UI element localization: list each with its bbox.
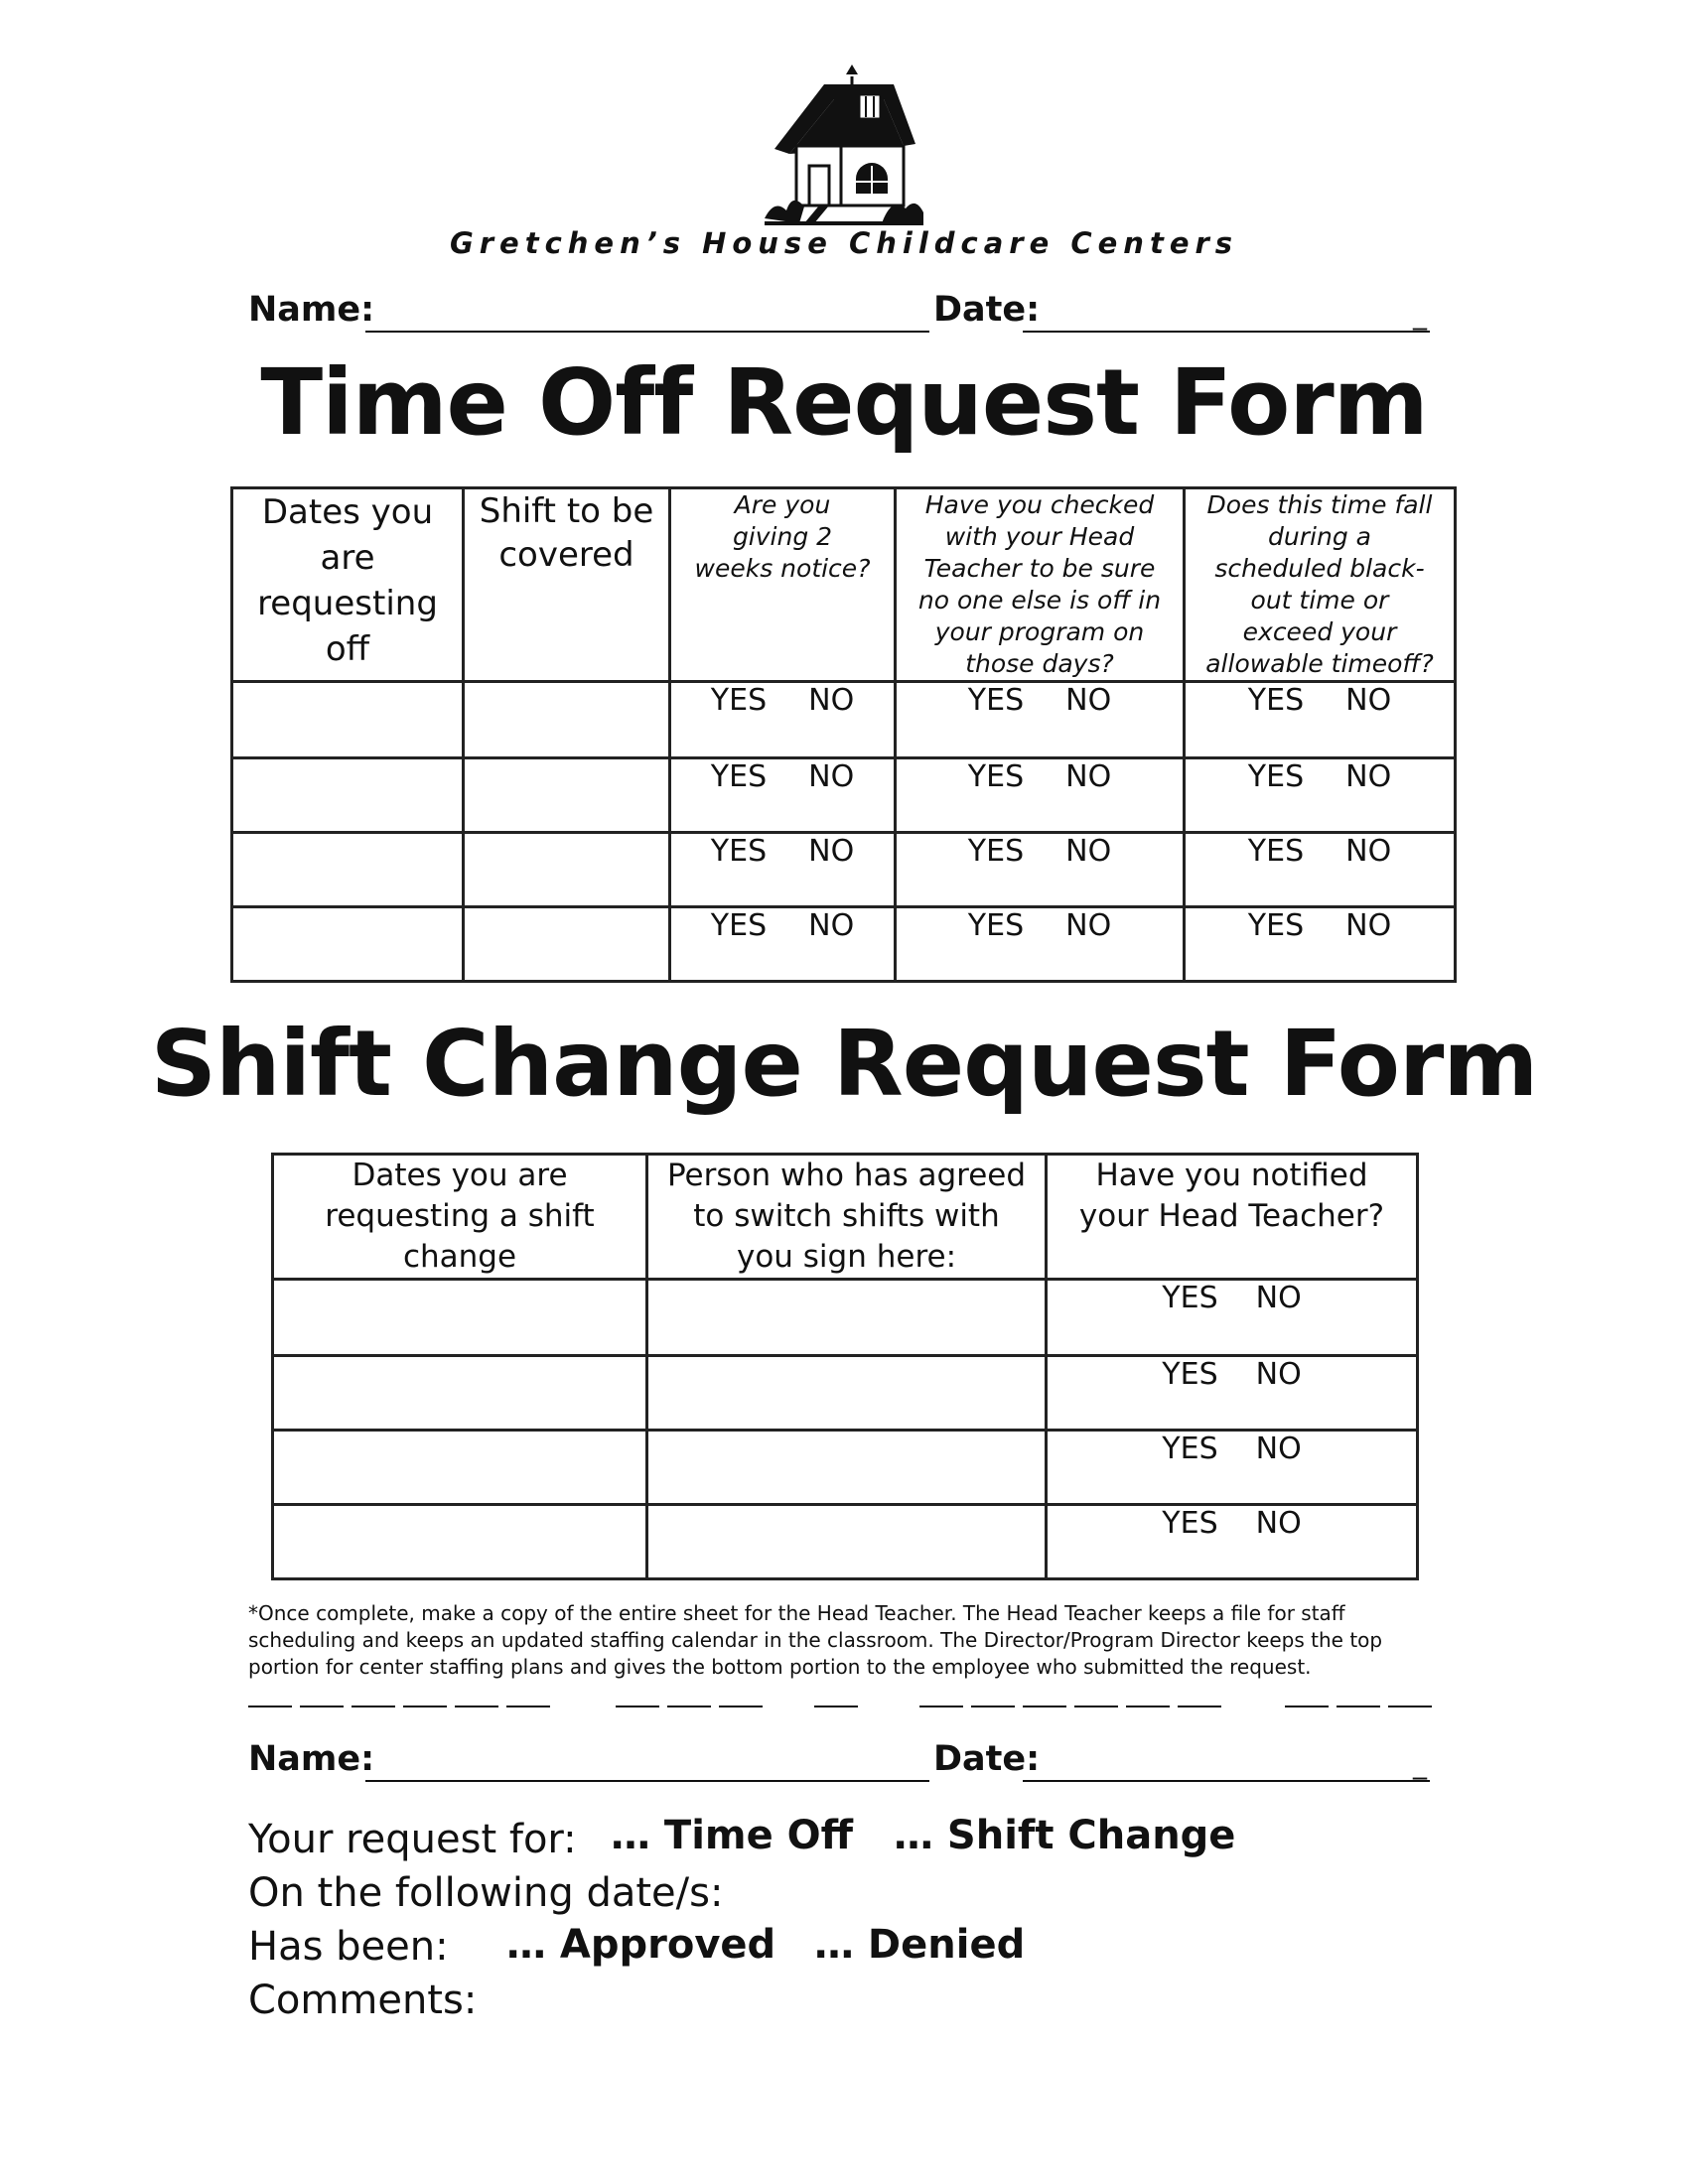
yes-no-cell: [896, 682, 1185, 758]
yes-option[interactable]: YES: [1247, 683, 1305, 718]
shift-change-title: Shift Change Request Form: [150, 1011, 1538, 1117]
table-row: [273, 1280, 1418, 1356]
bottom-date-label: Date:: [933, 1739, 1041, 1779]
yes-option[interactable]: YES: [967, 834, 1025, 869]
no-option[interactable]: NO: [1255, 1432, 1302, 1466]
yes-no-cell: [670, 833, 896, 907]
yes-no-cell: [896, 907, 1185, 982]
signature-cell[interactable]: [647, 1356, 1047, 1431]
yes-option[interactable]: YES: [1162, 1432, 1218, 1466]
time-off-option[interactable]: … Time Off: [611, 1813, 854, 1858]
col-notified-head-teacher: Have you notified your Head Teacher?: [1047, 1155, 1418, 1280]
col-head-teacher-check: Have you checked with your Head Teacher to be sure no one else is off in your program on those days?: [896, 488, 1185, 682]
dates-cell[interactable]: [273, 1505, 647, 1579]
denied-option[interactable]: … Denied: [814, 1922, 1026, 1968]
yes-option[interactable]: YES: [710, 683, 768, 718]
footnote: *Once complete, make a copy of the entire sheet for the Head Teacher. The Head Teacher keeps a file for staff scheduling and keeps an updated staffing calendar in the classroom. The Director/Program Director keeps the top portion for center staffing plans and gives the bottom portion to the employee who submitted the request.: [248, 1601, 1383, 1679]
no-option[interactable]: NO: [808, 834, 855, 869]
shift-cell[interactable]: [464, 907, 670, 982]
time-off-table: [230, 486, 1457, 983]
no-option[interactable]: NO: [808, 683, 855, 718]
no-option[interactable]: NO: [1065, 683, 1112, 718]
col-blackout: Does this time fall during a scheduled black-out time or exceed your allowable timeoff?: [1185, 488, 1456, 682]
name-field[interactable]: [365, 331, 929, 333]
approved-option[interactable]: … Approved: [506, 1922, 776, 1968]
yes-no-cell: [670, 907, 896, 982]
no-option[interactable]: NO: [1065, 834, 1112, 869]
yes-no-cell: [1047, 1280, 1418, 1356]
col-swap-signature: Person who has agreed to switch shifts with you sign here:: [647, 1155, 1047, 1280]
bottom-date-field[interactable]: [1023, 1780, 1430, 1782]
signature-cell[interactable]: [647, 1431, 1047, 1505]
no-option[interactable]: NO: [1345, 834, 1392, 869]
yes-no-cell: [1185, 833, 1456, 907]
shift-change-table: [271, 1153, 1419, 1580]
table-row: [232, 682, 1456, 758]
yes-no-cell: [670, 682, 896, 758]
shift-cell[interactable]: [464, 833, 670, 907]
shift-cell[interactable]: [464, 682, 670, 758]
dates-cell[interactable]: [232, 833, 464, 907]
request-label: Your request for:: [248, 1817, 577, 1862]
bottom-name-label: Name:: [248, 1739, 375, 1779]
no-option[interactable]: NO: [1255, 1357, 1302, 1392]
dates-cell[interactable]: [273, 1280, 647, 1356]
signature-cell[interactable]: [647, 1505, 1047, 1579]
yes-no-cell: [1185, 907, 1456, 982]
yes-option[interactable]: YES: [967, 908, 1025, 943]
house-icon: [765, 55, 923, 228]
yes-no-cell: [896, 758, 1185, 833]
dates-cell[interactable]: [232, 907, 464, 982]
bottom-date-tail: _: [1413, 1747, 1427, 1780]
dates-cell[interactable]: [273, 1356, 647, 1431]
organization-name: Gretchen’s House Childcare Centers: [449, 226, 1239, 260]
yes-option[interactable]: YES: [1247, 834, 1305, 869]
no-option[interactable]: NO: [1345, 759, 1392, 794]
yes-option[interactable]: YES: [710, 908, 768, 943]
shift-change-option[interactable]: … Shift Change: [894, 1813, 1236, 1858]
table-row: [232, 833, 1456, 907]
no-option[interactable]: NO: [808, 908, 855, 943]
date-field[interactable]: [1023, 331, 1430, 333]
date-tail: _: [1413, 298, 1427, 331]
table-row: [273, 1356, 1418, 1431]
yes-option[interactable]: YES: [967, 759, 1025, 794]
dates-cell[interactable]: [273, 1431, 647, 1505]
yes-option[interactable]: YES: [967, 683, 1025, 718]
name-label: Name:: [248, 290, 375, 330]
yes-no-cell: [1047, 1505, 1418, 1579]
date-label: Date:: [933, 290, 1041, 330]
dates-cell[interactable]: [232, 758, 464, 833]
yes-option[interactable]: YES: [1247, 759, 1305, 794]
shift-cell[interactable]: [464, 758, 670, 833]
yes-no-cell: [1185, 758, 1456, 833]
col-shift-covered: Shift to be covered: [464, 488, 670, 682]
dates-label: On the following date/s:: [248, 1870, 724, 1916]
has-been-label: Has been:: [248, 1924, 449, 1970]
comments-label: Comments:: [248, 1978, 478, 2023]
no-option[interactable]: NO: [1255, 1281, 1302, 1315]
yes-no-cell: [1047, 1356, 1418, 1431]
yes-no-cell: [1185, 682, 1456, 758]
yes-option[interactable]: YES: [1162, 1357, 1218, 1392]
yes-no-cell: [670, 758, 896, 833]
col-dates-off: Dates you are requesting off: [232, 488, 464, 682]
no-option[interactable]: NO: [808, 759, 855, 794]
no-option[interactable]: NO: [1345, 908, 1392, 943]
yes-option[interactable]: YES: [1162, 1506, 1218, 1541]
table-row: [232, 907, 1456, 982]
yes-option[interactable]: YES: [710, 834, 768, 869]
yes-option[interactable]: YES: [1247, 908, 1305, 943]
no-option[interactable]: NO: [1345, 683, 1392, 718]
table-row: [273, 1505, 1418, 1579]
no-option[interactable]: NO: [1065, 759, 1112, 794]
yes-option[interactable]: YES: [1162, 1281, 1218, 1315]
col-two-weeks-notice: Are you giving 2 weeks notice?: [670, 488, 896, 682]
col-dates-shift-change: Dates you are requesting a shift change: [273, 1155, 647, 1280]
yes-option[interactable]: YES: [710, 759, 768, 794]
signature-cell[interactable]: [647, 1280, 1047, 1356]
time-off-title: Time Off Request Form: [260, 349, 1428, 456]
no-option[interactable]: NO: [1255, 1506, 1302, 1541]
table-row: [232, 758, 1456, 833]
bottom-name-field[interactable]: [365, 1780, 929, 1782]
yes-no-cell: [1047, 1431, 1418, 1505]
no-option[interactable]: NO: [1065, 908, 1112, 943]
yes-no-cell: [896, 833, 1185, 907]
dates-cell[interactable]: [232, 682, 464, 758]
table-row: [273, 1431, 1418, 1505]
